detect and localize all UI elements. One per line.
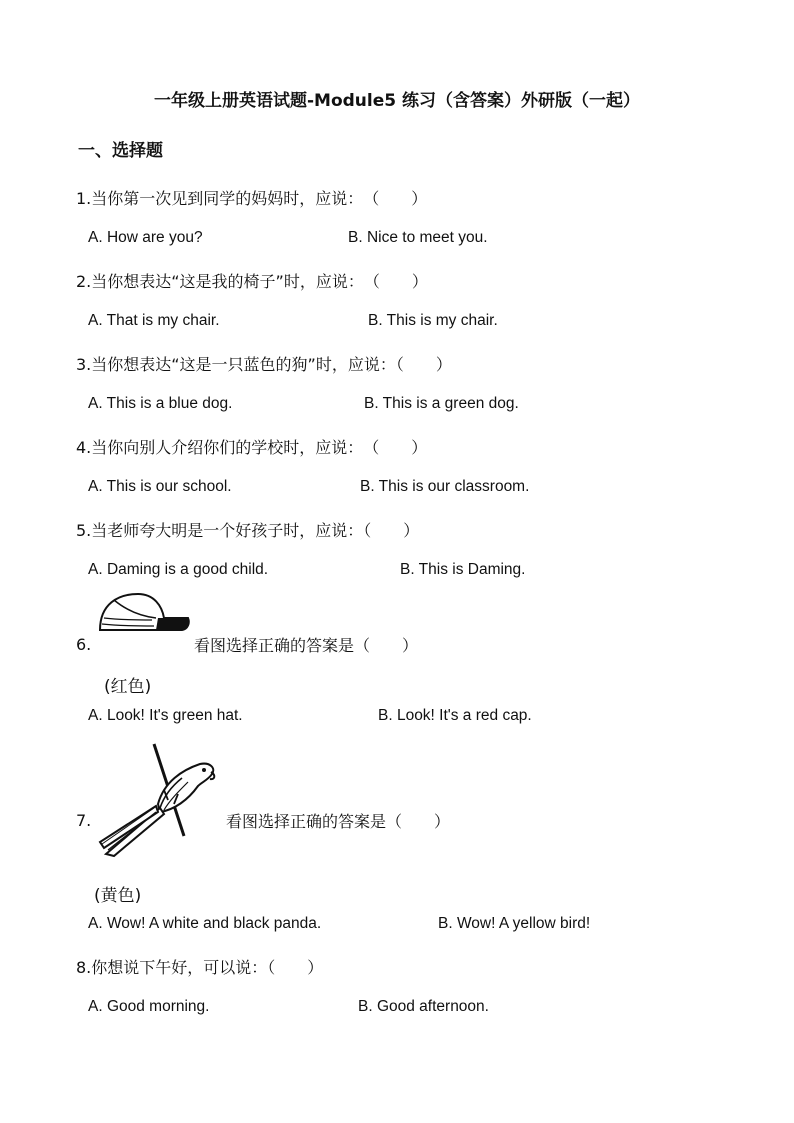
question-3-option-a[interactable]: A. This is a blue dog.: [88, 395, 233, 412]
question-4-option-b[interactable]: B. This is our classroom.: [360, 478, 530, 495]
question-1-stem: 1.当你第一次见到同学的妈妈时，应说： （ ）: [76, 189, 428, 208]
cap-icon: [96, 590, 192, 634]
question-7-hint: (黄色): [94, 886, 142, 906]
question-1-option-a[interactable]: A. How are you?: [88, 229, 203, 246]
question-1-option-b[interactable]: B. Nice to meet you.: [348, 229, 488, 246]
question-6-number: 6.: [76, 635, 92, 654]
question-2-option-b[interactable]: B. This is my chair.: [368, 312, 498, 329]
question-7-stem: 看图选择正确的答案是（ ）: [226, 812, 451, 831]
question-3-stem: 3.当你想表达“这是一只蓝色的狗”时，应说：（ ）: [76, 355, 452, 374]
question-4-option-a[interactable]: A. This is our school.: [88, 478, 232, 495]
question-7-option-b[interactable]: B. Wow! A yellow bird!: [438, 915, 591, 932]
question-8-option-b[interactable]: B. Good afternoon.: [358, 998, 489, 1015]
question-6-option-a[interactable]: A. Look! It's green hat.: [88, 707, 243, 724]
question-8-stem: 8.你想说下午好，可以说：（ ）: [76, 958, 324, 977]
question-4-stem: 4.当你向别人介绍你们的学校时，应说： （ ）: [76, 438, 428, 457]
question-8-option-a[interactable]: A. Good morning.: [88, 998, 210, 1015]
bird-icon: [98, 742, 218, 860]
section-heading: 一、选择题: [78, 141, 163, 161]
question-5-option-b[interactable]: B. This is Daming.: [400, 561, 526, 578]
question-2-option-a[interactable]: A. That is my chair.: [88, 312, 220, 329]
question-5-stem: 5.当老师夸大明是一个好孩子时，应说：（ ）: [76, 521, 420, 540]
question-6-stem: 看图选择正确的答案是（ ）: [194, 636, 419, 655]
question-5-option-a[interactable]: A. Daming is a good child.: [88, 561, 269, 578]
question-7-number: 7.: [76, 811, 92, 830]
question-2-stem: 2.当你想表达“这是我的椅子”时，应说： （ ）: [76, 272, 428, 291]
question-7-option-a[interactable]: A. Wow! A white and black panda.: [88, 915, 322, 932]
question-6-option-b[interactable]: B. Look! It's a red cap.: [378, 707, 532, 724]
page-title: 一年级上册英语试题-Module5 练习（含答案）外研版（一起）: [153, 91, 641, 111]
question-6-hint: (红色): [104, 677, 152, 697]
question-3-option-b[interactable]: B. This is a green dog.: [364, 395, 519, 412]
